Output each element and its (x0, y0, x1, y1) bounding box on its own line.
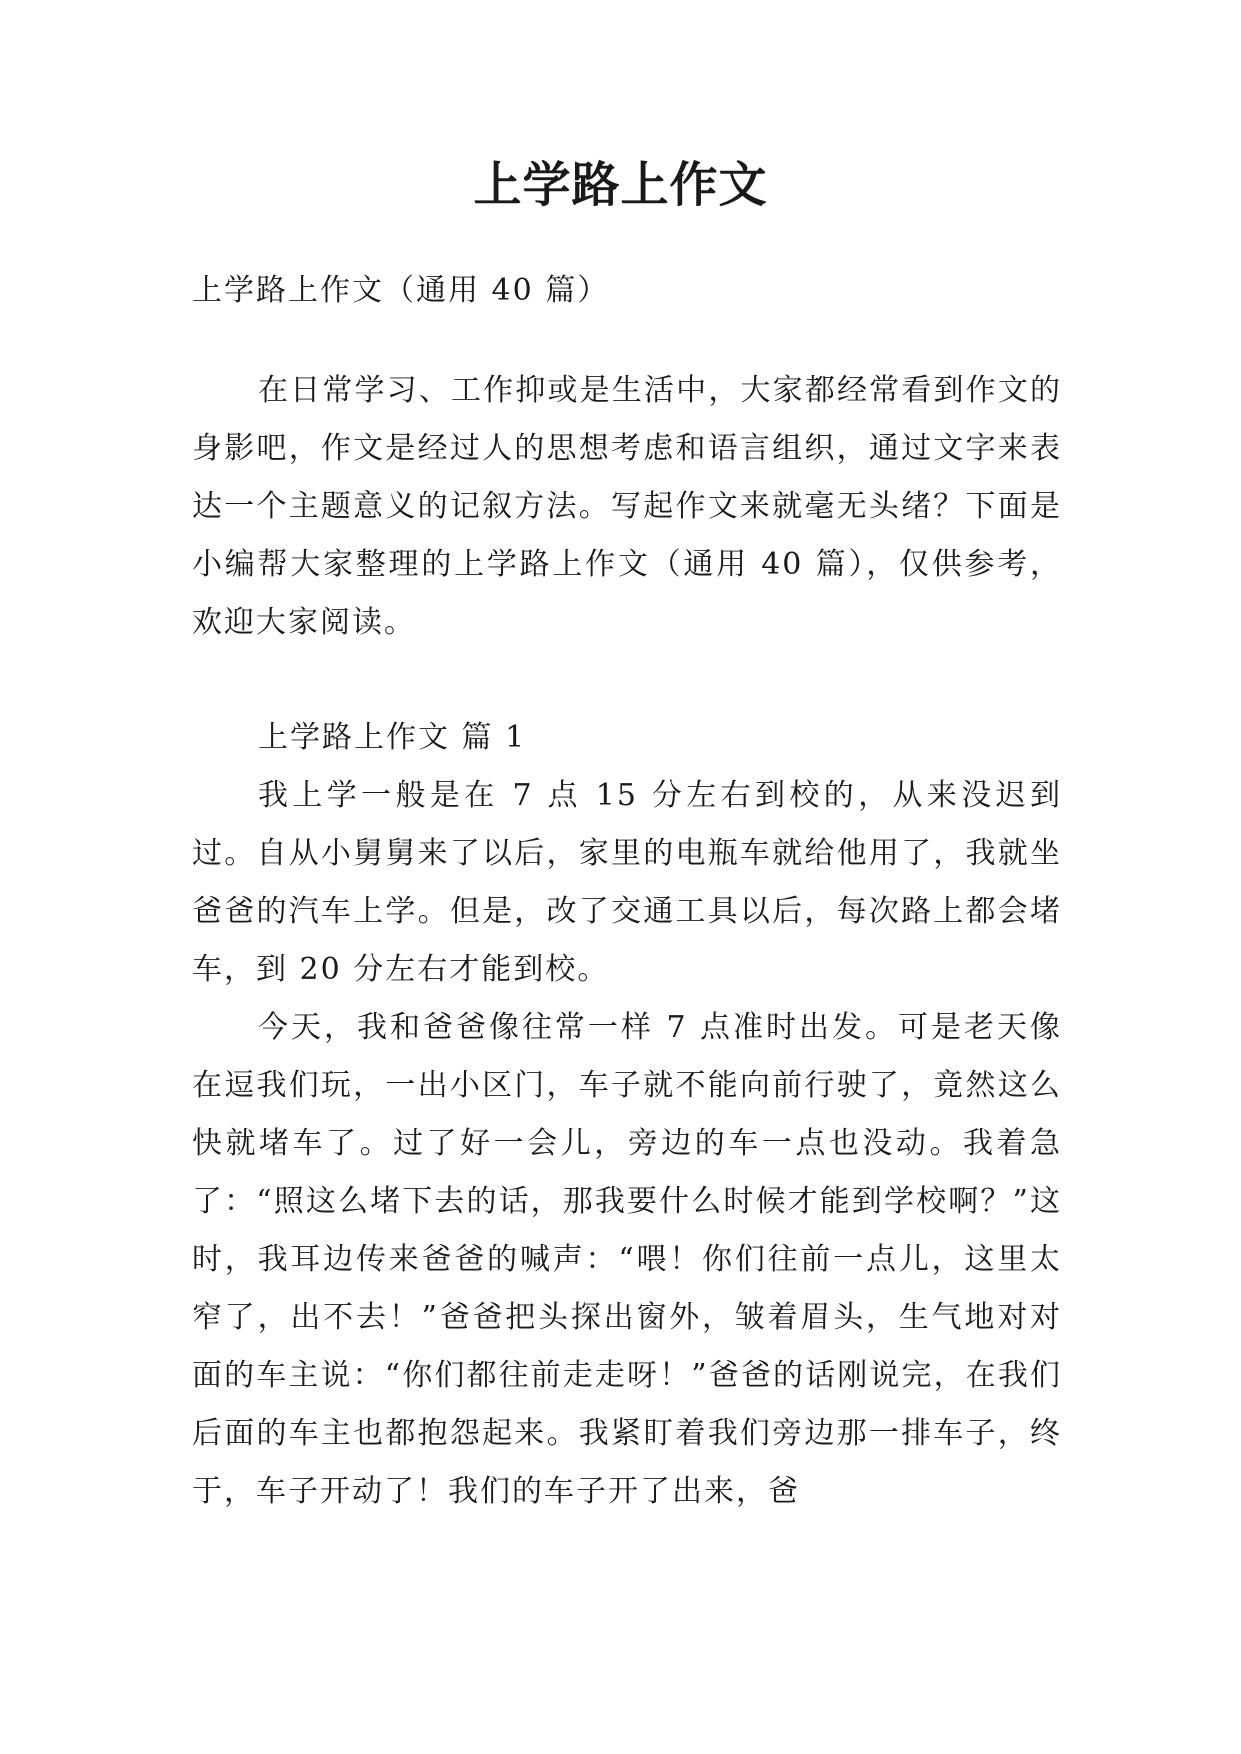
document-body (192, 262, 1062, 1521)
document-subtitle: 上学路上作文（通用 40 篇） (192, 273, 610, 308)
body-paragraph-2: 今天，我和爸爸像往常一样 7 点准时出发。可是老天像在逗我们玩，一出小区门，车子就不能向前行驶了，竟然这么快就堵车了。过了好一会儿，旁边的车一点也没动。我着急了：“照这么堵下去的话，那我要什么时候才能到学校啊？”这时，我耳边传来爸爸的喊声：“喂！你们往前一点儿，这里太窄了，出不去！”爸爸把头探出窗外，皱着眉头，生气地对对面的车主说：“你们都往前走走呀！”爸爸的话刚说完，在我们后面的车主也都抱怨起来。我紧盯着我们旁边那一排车子，终于，车子开动了！我们的车子开了出来，爸 (192, 1010, 1062, 1509)
section-heading: 上学路上作文 篇 1 (258, 720, 527, 755)
intro-paragraph: 在日常学习、工作抑或是生活中，大家都经常看到作文的身影吧，作文是经过人的思想考虑和语言组织，通过文字来表达一个主题意义的记叙方法。写起作文来就毫无头绪？下面是小编帮大家整理的上学路上作文（通用 40 篇），仅供参考，欢迎大家阅读。 (192, 373, 1062, 640)
body-paragraph-1: 我上学一般是在 7 点 15 分左右到校的，从来没迟到过。自从小舅舅来了以后，家里的电瓶车就给他用了，我就坐爸爸的汽车上学。但是，改了交通工具以后，每次路上都会堵车，到 20 分左右才能到校。 (192, 778, 1062, 987)
document-title: 上学路上作文 (473, 157, 768, 213)
